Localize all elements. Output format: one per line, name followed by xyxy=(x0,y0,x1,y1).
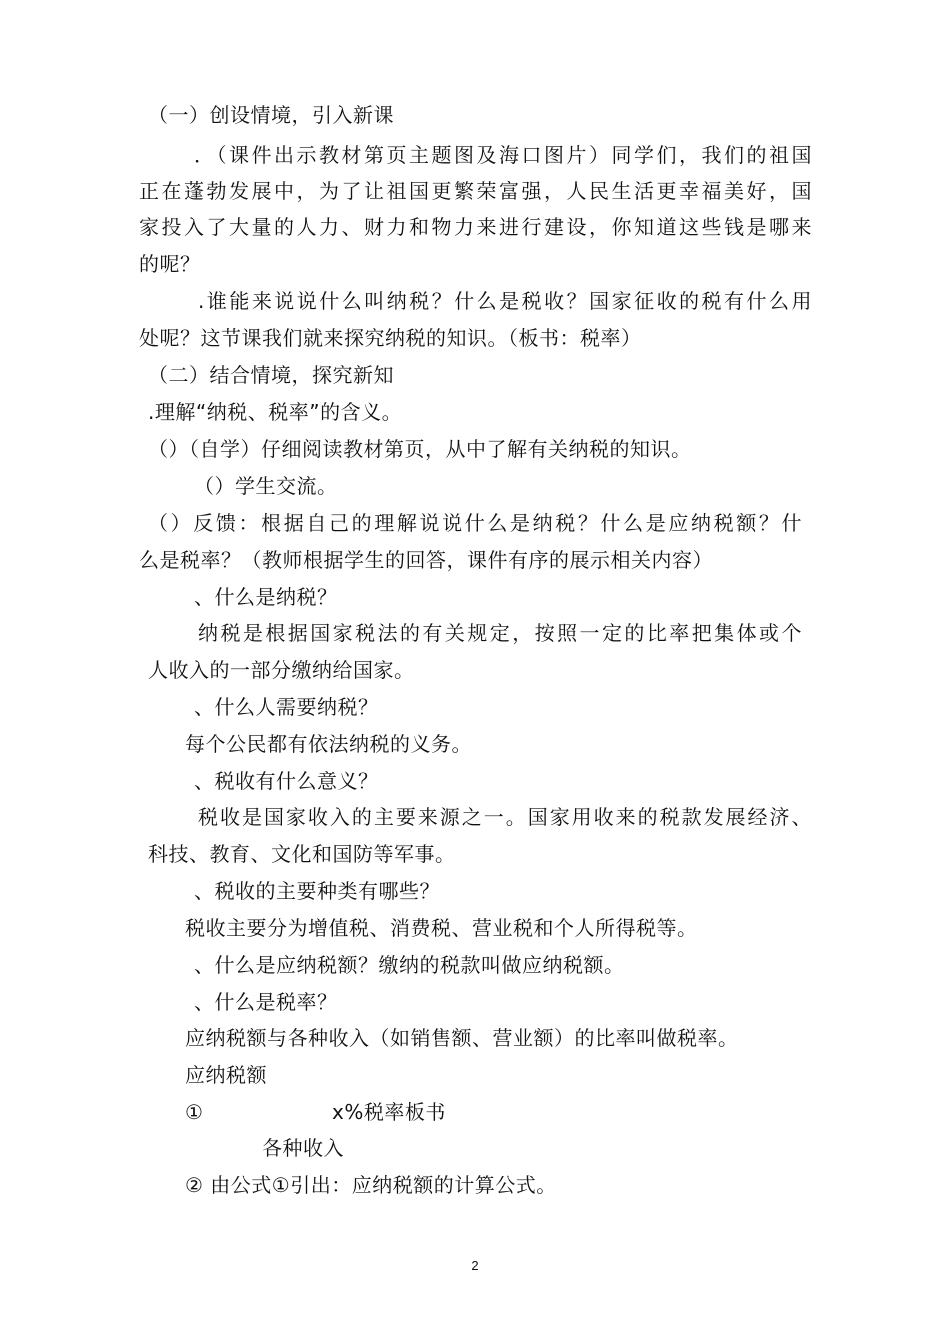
question-heading: 、什么是税率？ xyxy=(194,990,338,1014)
paragraph-line: 税收是国家收入的主要来源之一。国家用收来的税款发展经济、 xyxy=(198,805,812,829)
question-heading: 、税收有什么意义？ xyxy=(194,769,379,793)
paragraph-line: 科技、教育、文化和国防等军事。 xyxy=(148,842,456,866)
question-heading: 、什么是应纳税额？缴纳的税款叫做应纳税额。 xyxy=(194,953,625,977)
question-heading: 、税收的主要种类有哪些？ xyxy=(194,879,440,903)
paragraph-line: （）反馈：根据自己的理解说说什么是纳税？什么是应纳税额？什 xyxy=(148,511,802,535)
paragraph-line: 税收主要分为增值税、消费税、营业税和个人所得税等。 xyxy=(185,916,698,940)
section-heading-1: （一）创设情境，引入新课 xyxy=(148,103,394,127)
paragraph-line: 正在蓬勃发展中，为了让祖国更繁荣富强，人民生活更幸福美好，国 xyxy=(139,179,812,203)
section-heading-2: （二）结合情境，探究新知 xyxy=(148,363,394,387)
formula-rate-label: x%税率板书 xyxy=(332,1100,446,1124)
paragraph-line: 么是税率？（教师根据学生的回答，课件有序的展示相关内容） xyxy=(139,548,713,572)
formula-denominator: 各种收入 xyxy=(262,1136,344,1160)
question-heading: 、什么人需要纳税？ xyxy=(194,695,379,719)
page-number: 2 xyxy=(471,1258,479,1273)
paragraph-line: 纳税是根据国家税法的有关规定，按照一定的比率把集体或个 xyxy=(198,621,802,645)
formula-marker-1: ① xyxy=(185,1100,204,1124)
paragraph-line: （）学生交流。 xyxy=(194,474,338,498)
formula-numerator: 应纳税额 xyxy=(185,1063,267,1087)
question-heading: 、什么是纳税？ xyxy=(194,585,338,609)
paragraph-line: 每个公民都有依法纳税的义务。 xyxy=(185,732,472,756)
paragraph-line: 的呢？ xyxy=(139,252,201,276)
paragraph-line: ．（课件出示教材第页主题图及海口图片）同学们，我们的祖国 xyxy=(194,143,812,167)
paragraph-line: （）（自学）仔细阅读教材第页，从中了解有关纳税的知识。 xyxy=(148,437,692,461)
paragraph-line: 家投入了大量的人力、财力和物力来进行建设，你知道这些钱是哪来 xyxy=(139,215,812,239)
paragraph-line: 人收入的一部分缴纳给国家。 xyxy=(148,658,415,682)
paragraph-line: .谁能来说说什么叫纳税？什么是税收？国家征收的税有什么用 xyxy=(198,289,812,313)
paragraph-line: .理解“纳税、税率”的含义。 xyxy=(148,400,403,424)
paragraph-line: 处呢？这节课我们就来探究纳税的知识。（板书：税率） xyxy=(139,326,642,350)
paragraph-line: 应纳税额与各种收入（如销售额、营业额）的比率叫做税率。 xyxy=(185,1026,739,1050)
paragraph-line: ② 由公式①引出：应纳税额的计算公式。 xyxy=(185,1173,557,1197)
